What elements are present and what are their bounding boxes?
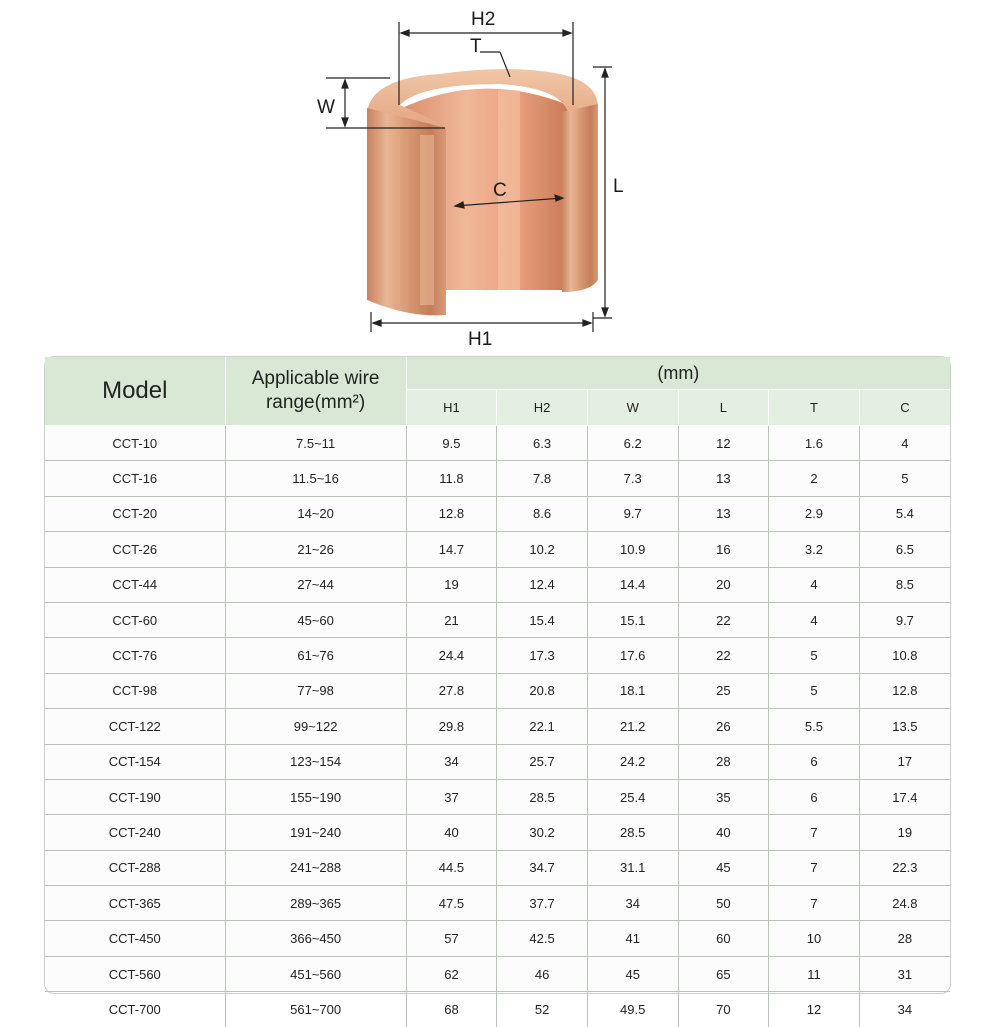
table-cell: 7: [769, 815, 860, 850]
table-cell: 31: [859, 956, 950, 991]
table-cell: 2.9: [769, 496, 860, 531]
table-cell: 1.6: [769, 426, 860, 461]
table-cell: 2: [769, 461, 860, 496]
table-cell: 17.4: [859, 779, 950, 814]
table-cell: 29.8: [406, 709, 497, 744]
table-cell: 6.2: [587, 426, 678, 461]
wire-range-header: [225, 357, 406, 426]
table-cell: 12: [678, 426, 769, 461]
table-cell: 6.5: [859, 532, 950, 567]
column-header-h2: H2: [497, 390, 588, 426]
table-cell: 37: [406, 779, 497, 814]
table-cell: 47.5: [406, 886, 497, 921]
table-cell: 28: [678, 744, 769, 779]
table-cell: 155~190: [225, 779, 406, 814]
table-cell: 25.7: [497, 744, 588, 779]
table-cell: 7.8: [497, 461, 588, 496]
table-row: [45, 673, 950, 708]
table-cell: 22: [678, 602, 769, 637]
table-cell: 15.1: [587, 602, 678, 637]
table-cell: CCT-44: [45, 567, 225, 602]
table-cell: 50: [678, 886, 769, 921]
table-cell: CCT-190: [45, 779, 225, 814]
table-cell: 22: [678, 638, 769, 673]
table-row: [45, 709, 950, 744]
table-cell: 6: [769, 744, 860, 779]
table-cell: 34: [587, 886, 678, 921]
table-cell: 27.8: [406, 673, 497, 708]
table-cell: 42.5: [497, 921, 588, 956]
table-cell: 191~240: [225, 815, 406, 850]
table-row: [45, 567, 950, 602]
table-cell: 10.9: [587, 532, 678, 567]
table-cell: 27~44: [225, 567, 406, 602]
table-cell: CCT-60: [45, 602, 225, 637]
table-row: [45, 602, 950, 637]
table-cell: 8.5: [859, 567, 950, 602]
t-label: T: [470, 36, 482, 57]
table-cell: CCT-560: [45, 956, 225, 991]
table-cell: 12: [769, 992, 860, 1027]
table-cell: 24.2: [587, 744, 678, 779]
table-cell: 7: [769, 850, 860, 885]
table-cell: 3.2: [769, 532, 860, 567]
table-cell: 12.8: [406, 496, 497, 531]
table-cell: 61~76: [225, 638, 406, 673]
table-cell: CCT-365: [45, 886, 225, 921]
table-cell: 26: [678, 709, 769, 744]
table-cell: 10.2: [497, 532, 588, 567]
table-cell: 46: [497, 956, 588, 991]
w-label: W: [317, 97, 335, 118]
table-cell: 17.3: [497, 638, 588, 673]
table-cell: 561~700: [225, 992, 406, 1027]
table-cell: 6.3: [497, 426, 588, 461]
table-cell: CCT-20: [45, 496, 225, 531]
column-header-c: C: [859, 390, 950, 426]
table-cell: CCT-700: [45, 992, 225, 1027]
left-wall: [367, 108, 446, 315]
table-cell: 22.1: [497, 709, 588, 744]
table-cell: 8.6: [497, 496, 588, 531]
table-cell: 52: [497, 992, 588, 1027]
table-row: [45, 532, 950, 567]
table-row: [45, 426, 950, 461]
table-cell: 15.4: [497, 602, 588, 637]
table-cell: 49.5: [587, 992, 678, 1027]
table-cell: 24.8: [859, 886, 950, 921]
table-cell: 5: [859, 461, 950, 496]
table-cell: CCT-450: [45, 921, 225, 956]
table-row: [45, 744, 950, 779]
table-cell: 77~98: [225, 673, 406, 708]
table-cell: 34: [897, 1001, 913, 1017]
table-cell: 41: [587, 921, 678, 956]
table-cell: 40: [678, 815, 769, 850]
table-cell: CCT-154: [45, 744, 225, 779]
table-cell: 14.7: [406, 532, 497, 567]
table-cell: 21: [406, 602, 497, 637]
table-cell: 21.2: [587, 709, 678, 744]
table-cell: 35: [678, 779, 769, 814]
table-cell: 37.7: [497, 886, 588, 921]
table-row: [45, 956, 950, 991]
table-cell: 7.3: [587, 461, 678, 496]
wire-range-header-line1: Applicable wire: [251, 368, 380, 389]
table-cell: 22.3: [859, 850, 950, 885]
table-cell: 17: [859, 744, 950, 779]
column-header-w: W: [587, 390, 678, 426]
table-cell: 11.8: [406, 461, 497, 496]
table-cell: 4: [769, 602, 860, 637]
table-cell: CCT-26: [45, 532, 225, 567]
table-cell: 4: [859, 426, 950, 461]
h1-label: H1: [468, 329, 493, 350]
table-cell: 9.7: [587, 496, 678, 531]
table-cell: 70: [678, 992, 769, 1027]
table-cell: 30.2: [497, 815, 588, 850]
table-cell: CCT-98: [45, 673, 225, 708]
table-cell: 68: [406, 992, 497, 1027]
table-cell: 14.4: [587, 567, 678, 602]
table-cell: 31.1: [587, 850, 678, 885]
right-wall: [562, 104, 598, 292]
table-cell: CCT-288: [45, 850, 225, 885]
table-cell: 45: [678, 850, 769, 885]
table-cell: 5: [769, 638, 860, 673]
table-cell: 16: [678, 532, 769, 567]
table-cell: 7.5~11: [225, 426, 406, 461]
table-cell: 13.5: [859, 709, 950, 744]
table-cell: 65: [678, 956, 769, 991]
model-header: Model: [45, 357, 225, 426]
table-row: [45, 850, 950, 885]
table-cell: CCT-122: [45, 709, 225, 744]
table-cell: CCT-10: [45, 426, 225, 461]
table-cell: 13: [678, 496, 769, 531]
table-cell: 123~154: [225, 744, 406, 779]
specification-table: [44, 356, 951, 1017]
table-cell: 34: [406, 744, 497, 779]
table-cell: 11.5~16: [225, 461, 406, 496]
table-body: [45, 426, 950, 1027]
table-cell: 5.4: [859, 496, 950, 531]
table-cell: 10: [769, 921, 860, 956]
c-label: C: [493, 180, 507, 201]
table-row: [45, 886, 950, 921]
table-cell: 28.5: [587, 815, 678, 850]
table-cell: CCT-16: [45, 461, 225, 496]
table-cell: 451~560: [225, 956, 406, 991]
table-row: [45, 638, 950, 673]
table-cell: 20.8: [497, 673, 588, 708]
table-cell: 21~26: [225, 532, 406, 567]
table-cell: 19: [406, 567, 497, 602]
table-row: [45, 815, 950, 850]
table-row: [45, 921, 950, 956]
table-cell: 45: [587, 956, 678, 991]
table-cell: 25: [678, 673, 769, 708]
table-cell: 241~288: [225, 850, 406, 885]
table-row: [45, 992, 950, 1027]
table-cell: 17.6: [587, 638, 678, 673]
table-cell: 9.7: [859, 602, 950, 637]
l-label: L: [613, 176, 624, 197]
table-cell: 28.5: [497, 779, 588, 814]
table-cell: 40: [406, 815, 497, 850]
table-cell: 57: [406, 921, 497, 956]
table-cell: 19: [859, 815, 950, 850]
table-cell: 44.5: [406, 850, 497, 885]
table-row: [45, 779, 950, 814]
unit-header: (mm): [406, 357, 950, 390]
table-cell: 289~365: [225, 886, 406, 921]
table-cell: CCT-76: [45, 638, 225, 673]
column-header-l: L: [678, 390, 769, 426]
column-header-h1: H1: [406, 390, 497, 426]
table-row: [45, 496, 950, 531]
table-cell: 5: [769, 673, 860, 708]
h2-label: H2: [471, 9, 496, 30]
table-cell: 60: [678, 921, 769, 956]
table-row: [45, 461, 950, 496]
table-cell: CCT-240: [45, 815, 225, 850]
table-cell: 14~20: [225, 496, 406, 531]
table-cell: 7: [769, 886, 860, 921]
table-cell: 6: [769, 779, 860, 814]
table-cell: 28: [859, 921, 950, 956]
table-cell: 18.1: [587, 673, 678, 708]
table-cell: 25.4: [587, 779, 678, 814]
table-cell: 5.5: [769, 709, 860, 744]
connector-diagram: [0, 0, 1001, 360]
column-header-t: T: [769, 390, 860, 426]
table-cell: 12.8: [859, 673, 950, 708]
table-cell: 13: [678, 461, 769, 496]
table-cell: 99~122: [225, 709, 406, 744]
table-cell: 34.7: [497, 850, 588, 885]
table-cell: 11: [769, 956, 860, 991]
table-cell: 45~60: [225, 602, 406, 637]
table-cell: 12.4: [497, 567, 588, 602]
table-cell: 20: [678, 567, 769, 602]
table-cell: 9.5: [406, 426, 497, 461]
table-cell: 24.4: [406, 638, 497, 673]
table-cell: 10.8: [859, 638, 950, 673]
table-cell: 366~450: [225, 921, 406, 956]
table-cell: 4: [769, 567, 860, 602]
table-cell: 62: [406, 956, 497, 991]
wire-range-header-line2: range(mm²): [265, 392, 366, 413]
